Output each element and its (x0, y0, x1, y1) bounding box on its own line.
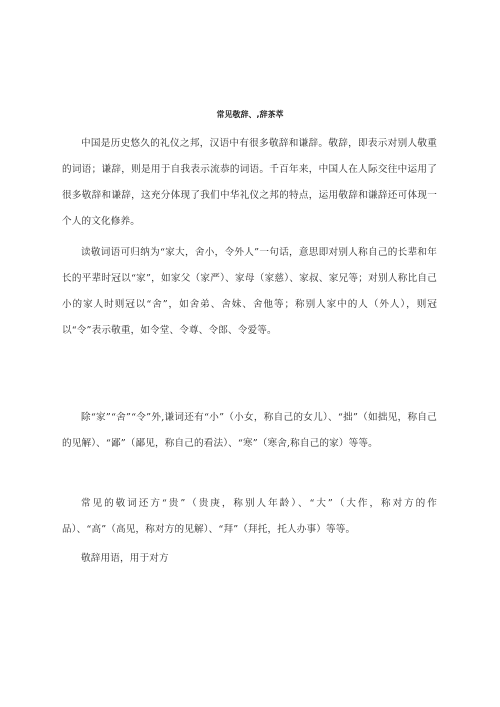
paragraph-honorific-usage: 敬辞用语，用于对方 (81, 553, 169, 564)
paragraph-honorific-words: 常见的敬词还方“贵”（贵庚，称别人年龄）、“大”（大作，称对方的作品）、“高”（高见，称对方的见解）、“拜”（拜托，托人办事）等等。 (62, 498, 437, 535)
paragraph-humble-words: 除“家”“舍”“令”外,谦词还有“小”（小女，称自己的女儿）、“拙”（如拙见，称自己的见解）、“鄙”（鄙见，称自己的看法）、“寒”（寒舍,称自己的家）等等。 (62, 412, 437, 449)
paragraph-jia-she-ling: 读敬词语可归纳为“家大，舍小，令外人”一句话，意思即对别人称自己的长辈和年长的平辈时冠以“家”，如家父（家严）、家母（家慈）、家叔、家兄等；对别人称比自己小的家人时则冠以“舍”，如舍弟、舍妹、舍他等；称别人家中的人（外人），则冠以“令”表示敬重，如令堂、令尊、令郎、令爱等。 (62, 247, 437, 336)
document-title: 常见敬辞、,辞茶萃 (216, 110, 284, 119)
paragraph-intro: 中国是历史悠久的礼仪之邦，汉语中有很多敬辞和谦辞。敬辞，即表示对别人敬重的词语；谦辞，则是用于自我表示流恭的词语。千百年来，中国人在人际交往中运用了很多敬辞和谦辞，这充分体现了我们中华礼仪之邦的特点，运用敬辞和谦辞还可体现一个人的文化修养。 (62, 138, 437, 227)
